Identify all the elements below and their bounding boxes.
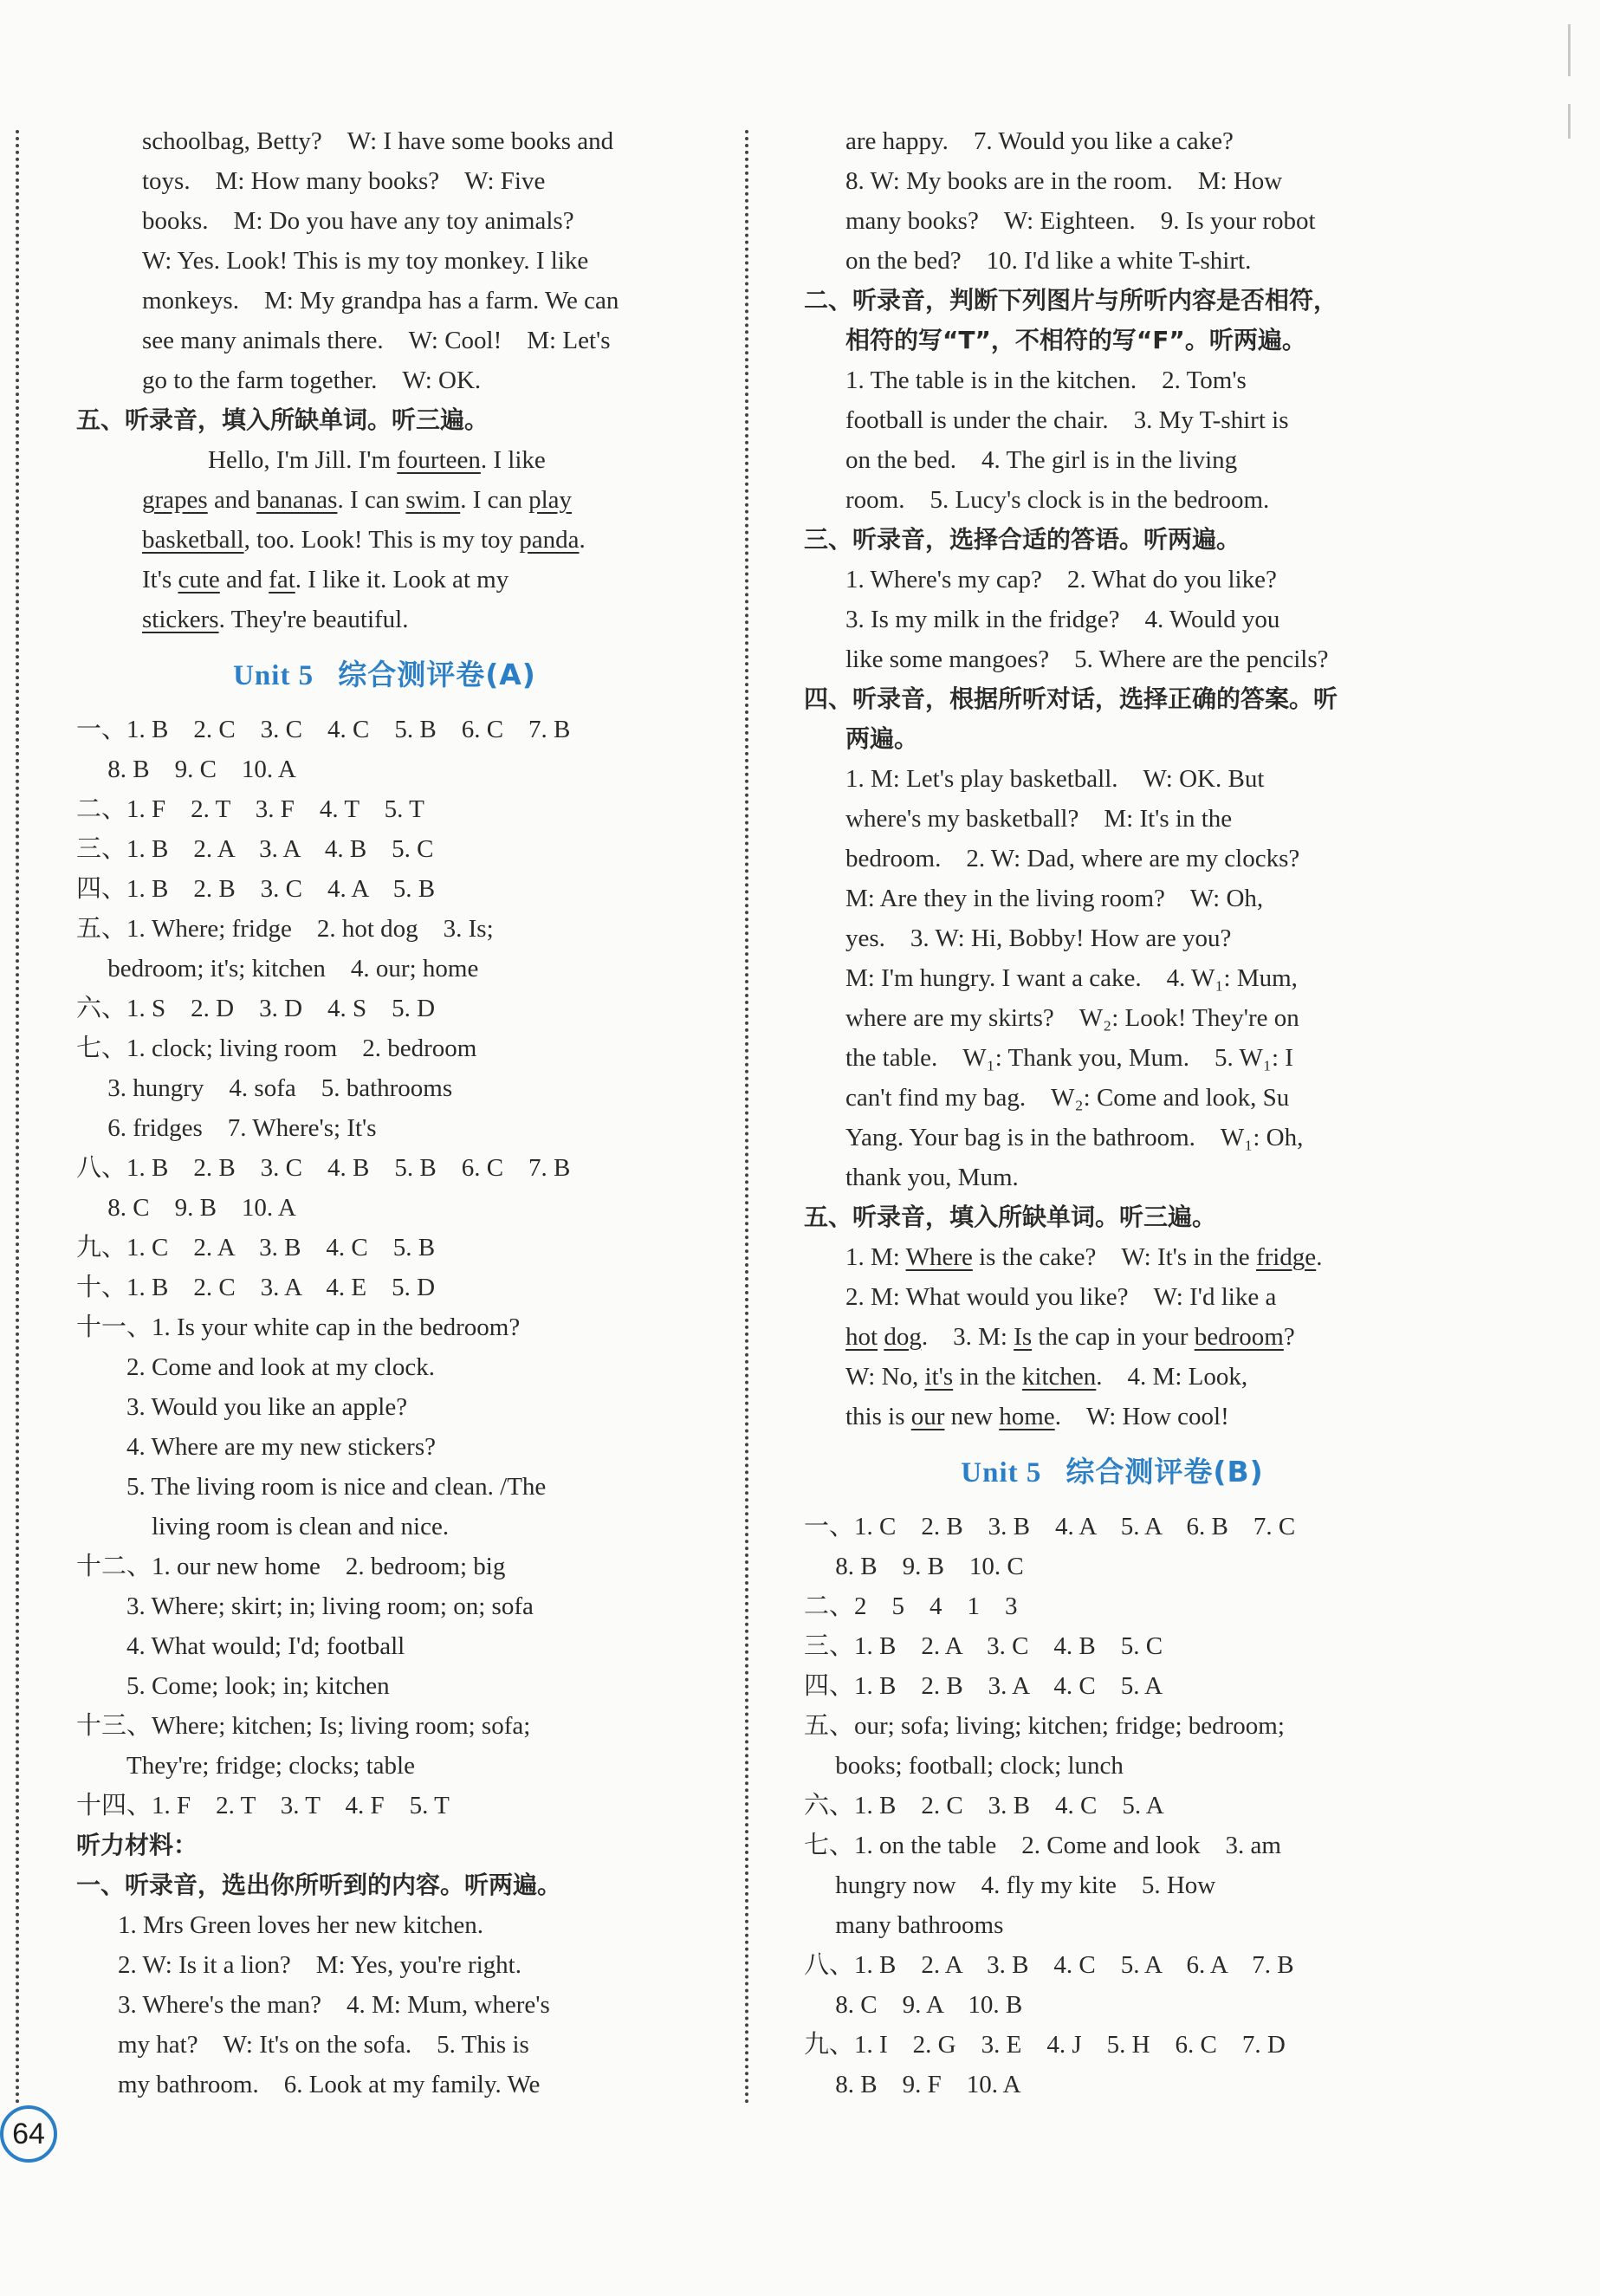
passage-line: It's cute and fat. I like it. Look at my — [142, 566, 509, 593]
answer-line: bedroom; it's; kitchen 4. our; home — [76, 955, 479, 983]
answer-word: fat — [269, 566, 295, 593]
answer-line: 八、1. B 2. B 3. C 4. B 5. B 6. C 7. B — [76, 1154, 571, 1182]
text-line: books. M: Do you have any toy animals? — [142, 207, 574, 235]
answer-line: 8. B 9. C 10. A — [76, 756, 296, 783]
listening-block-1 — [76, 1905, 693, 2105]
answer-word: grapes — [142, 486, 208, 514]
listening-block-4 — [804, 759, 1421, 1197]
text-line: yes. 3. W: Hi, Bobby! How are you? — [845, 924, 1232, 952]
section-title: 二、听录音，判断下列图片与所听内容是否相符， — [804, 286, 1338, 315]
text-line: 1. Where's my cap? 2. What do you like? — [845, 566, 1277, 593]
listening-materials-title: 听力材料： — [76, 1831, 198, 1859]
answer-line: living room is clean and nice. — [76, 1513, 450, 1540]
text-line: like some mangoes? 5. Where are the pencils? — [845, 645, 1329, 673]
answer-line: 3. Where; skirt; in; living room; on; sofa — [76, 1592, 534, 1620]
answer-line: 5. Come; look; in; kitchen — [76, 1672, 390, 1700]
answer-line: 二、2 5 4 1 3 — [804, 1592, 1018, 1620]
edge-mark — [1568, 104, 1571, 139]
answer-word: cute — [178, 566, 220, 593]
answer-word: Where — [905, 1243, 973, 1271]
text-line: 3. Where's the man? 4. M: Mum, where's — [118, 1991, 550, 2019]
answer-line: 4. What would; I'd; football — [76, 1632, 405, 1660]
answers-a — [76, 710, 693, 1826]
answer-line: hungry now 4. fly my kite 5. How — [804, 1871, 1216, 1899]
text-line: thank you, Mum. — [845, 1164, 1019, 1191]
answer-line: 三、1. B 2. A 3. A 4. B 5. C — [76, 835, 434, 863]
answer-word: fourteen — [397, 446, 481, 474]
answer-word: stickers — [142, 606, 219, 633]
answer-line: 一、1. B 2. C 3. C 4. C 5. B 6. C 7. B — [76, 716, 571, 743]
answer-line: 九、1. I 2. G 3. E 4. J 5. H 6. C 7. D — [804, 2031, 1286, 2059]
unit-subtitle: 综合测评卷(A) — [338, 658, 536, 691]
answer-word: it's — [924, 1363, 954, 1391]
binding-dots-left — [16, 130, 19, 2105]
text-line: this is our new home. W: How cool! — [845, 1403, 1229, 1430]
text-line: W: No, it's in the kitchen. 4. M: Look, — [845, 1363, 1248, 1391]
text-line: many books? W: Eighteen. 9. Is your robot — [845, 207, 1316, 235]
answer-line: 2. Come and look at my clock. — [76, 1353, 435, 1381]
text-line: go to the farm together. W: OK. — [142, 366, 482, 394]
answer-line: 8. C 9. B 10. A — [76, 1194, 296, 1222]
section-title-cont: 相符的写“T”，不相符的写“F”。听两遍。 — [845, 326, 1306, 354]
passage-line: basketball, too. Look! This is my toy panda. — [142, 526, 586, 554]
answer-line: 5. The living room is nice and clean. /The — [76, 1473, 547, 1501]
text-line: 2. W: Is it a lion? M: Yes, you're right. — [118, 1951, 521, 1979]
answer-line: 8. C 9. A 10. B — [804, 1991, 1023, 2019]
text-line: hot dog. 3. M: Is the cap in your bedroom? — [845, 1323, 1295, 1351]
answer-line: 六、1. B 2. C 3. B 4. C 5. A — [804, 1792, 1164, 1819]
listening-block-3 — [804, 560, 1421, 679]
text-line: 1. Mrs Green loves her new kitchen. — [118, 1911, 483, 1939]
answer-line: 4. Where are my new stickers? — [76, 1433, 436, 1461]
text-line: M: I'm hungry. I want a cake. 4. W₁: Mum, — [845, 964, 1298, 992]
unit-title-a — [76, 655, 693, 696]
answer-word: Is — [1014, 1323, 1033, 1351]
answer-word: home — [999, 1403, 1055, 1430]
section-title: 一、听录音，选出你所听到的内容。听两遍。 — [76, 1871, 562, 1899]
text-line: where's my basketball? M: It's in the — [845, 805, 1233, 833]
page-number-badge: 64 — [0, 2105, 57, 2163]
answer-word: fridge — [1255, 1243, 1317, 1271]
answer-line: 3. hungry 4. sofa 5. bathrooms — [76, 1074, 453, 1102]
text-line: room. 5. Lucy's clock is in the bedroom. — [845, 486, 1270, 514]
unit-label: Unit 5 — [233, 660, 314, 691]
column-divider-dots — [745, 130, 748, 2105]
text-line: see many animals there. W: Cool! M: Let's — [142, 327, 611, 354]
answer-line: 五、1. Where; fridge 2. hot dog 3. Is; — [76, 915, 494, 943]
text-line: Yang. Your bag is in the bathroom. W₁: Oh, — [845, 1124, 1304, 1151]
answer-word: our — [910, 1403, 945, 1430]
answer-line: 十三、Where; kitchen; Is; living room; sofa; — [76, 1712, 531, 1740]
text-line: can't find my bag. W₂: Come and look, Su — [845, 1084, 1290, 1112]
passage-line: stickers. They're beautiful. — [142, 606, 409, 633]
text-line: football is under the chair. 3. My T-shirt is — [845, 406, 1289, 434]
text-line: bedroom. 2. W: Dad, where are my clocks? — [845, 845, 1300, 872]
text-line: 3. Is my milk in the fridge? 4. Would you — [845, 606, 1280, 633]
answer-line: 十一、1. Is your white cap in the bedroom? — [76, 1313, 521, 1341]
answer-line: 十四、1. F 2. T 3. T 4. F 5. T — [76, 1792, 450, 1819]
passage-line: Hello, I'm Jill. I'm fourteen. I like — [208, 446, 546, 474]
answer-word: bananas — [256, 486, 338, 514]
answer-line: 三、1. B 2. A 3. C 4. B 5. C — [804, 1632, 1163, 1660]
text-line: 8. W: My books are in the room. M: How — [845, 167, 1283, 195]
text-line: 2. M: What would you like? W: I'd like a — [845, 1283, 1277, 1311]
text-line: my hat? W: It's on the sofa. 5. This is — [118, 2031, 529, 2059]
answer-word: dog — [884, 1323, 922, 1351]
listening-block-1-cont — [804, 121, 1421, 281]
answer-line: books; football; clock; lunch — [804, 1752, 1124, 1780]
section-title: 四、听录音，根据所听对话，选择正确的答案。听 — [804, 684, 1338, 713]
edge-mark — [1568, 24, 1571, 76]
answer-line: 一、1. C 2. B 3. B 4. A 5. A 6. B 7. C — [804, 1513, 1296, 1540]
answer-line: 十、1. B 2. C 3. A 4. E 5. D — [76, 1274, 436, 1301]
answer-word: basketball — [142, 526, 244, 554]
answer-line: 六、1. S 2. D 3. D 4. S 5. D — [76, 995, 436, 1022]
text-line: my bathroom. 6. Look at my family. We — [118, 2071, 541, 2098]
answer-word: hot — [845, 1323, 878, 1351]
section-title: 五、听录音，填入所缺单词。听三遍。 — [76, 405, 489, 434]
text-line: the table. W₁: Thank you, Mum. 5. W₁: I — [845, 1044, 1293, 1072]
answer-word: play — [528, 486, 573, 514]
answers-b — [804, 1507, 1421, 2105]
text-line: monkeys. M: My grandpa has a farm. We can — [142, 287, 619, 315]
text-line: 1. M: Where is the cake? W: It's in the fridge. — [845, 1243, 1323, 1271]
unit-title-b — [804, 1452, 1421, 1493]
answer-word: bedroom — [1194, 1323, 1284, 1351]
answer-line: 四、1. B 2. B 3. A 4. C 5. A — [804, 1672, 1163, 1700]
text-line: schoolbag, Betty? W: I have some books and — [142, 127, 614, 155]
answer-line: 五、our; sofa; living; kitchen; fridge; bedroom; — [804, 1712, 1285, 1740]
answer-line: 3. Would you like an apple? — [76, 1393, 408, 1421]
answer-line: 8. B 9. F 10. A — [804, 2071, 1021, 2098]
intro-block — [76, 121, 693, 400]
answer-line: 十二、1. our new home 2. bedroom; big — [76, 1553, 506, 1580]
section-title-cont: 两遍。 — [845, 724, 919, 753]
text-line: on the bed? 10. I'd like a white T-shirt. — [845, 247, 1252, 275]
passage-line: grapes and bananas. I can swim. I can play — [142, 486, 573, 514]
text-line: 1. The table is in the kitchen. 2. Tom's — [845, 366, 1247, 394]
text-line: where are my skirts? W₂: Look! They're on — [845, 1004, 1299, 1032]
listening-block-5 — [804, 1237, 1421, 1437]
answer-word: kitchen — [1021, 1363, 1097, 1391]
left-column — [76, 121, 693, 2105]
unit-label: Unit 5 — [961, 1457, 1042, 1489]
answer-word: swim — [405, 486, 461, 514]
right-column — [804, 121, 1421, 2105]
answer-line: They're; fridge; clocks; table — [76, 1752, 415, 1780]
answer-line: 七、1. clock; living room 2. bedroom — [76, 1034, 477, 1062]
text-line: on the bed. 4. The girl is in the living — [845, 446, 1238, 474]
answer-line: 八、1. B 2. A 3. B 4. C 5. A 6. A 7. B — [804, 1951, 1294, 1979]
answer-line: 四、1. B 2. B 3. C 4. A 5. B — [76, 875, 436, 903]
fill-blank-passage — [76, 440, 693, 639]
answer-line: 8. B 9. B 10. C — [804, 1553, 1024, 1580]
answer-word: panda — [519, 526, 580, 554]
text-line: W: Yes. Look! This is my toy monkey. I like — [142, 247, 589, 275]
text-line: toys. M: How many books? W: Five — [142, 167, 546, 195]
listening-block-2 — [804, 360, 1421, 520]
answer-line: 七、1. on the table 2. Come and look 3. am — [804, 1832, 1281, 1859]
answer-line: 二、1. F 2. T 3. F 4. T 5. T — [76, 795, 424, 823]
unit-subtitle: 综合测评卷(B) — [1066, 1455, 1264, 1489]
answer-line: 九、1. C 2. A 3. B 4. C 5. B — [76, 1234, 436, 1262]
section-title: 五、听录音，填入所缺单词。听三遍。 — [804, 1203, 1217, 1231]
text-line: are happy. 7. Would you like a cake? — [845, 127, 1234, 155]
answer-line: many bathrooms — [804, 1911, 1004, 1939]
section-title: 三、听录音，选择合适的答语。听两遍。 — [804, 525, 1241, 554]
text-line: M: Are they in the living room? W: Oh, — [845, 885, 1264, 912]
answer-line: 6. fridges 7. Where's; It's — [76, 1114, 377, 1142]
text-line: 1. M: Let's play basketball. W: OK. But — [845, 765, 1265, 793]
